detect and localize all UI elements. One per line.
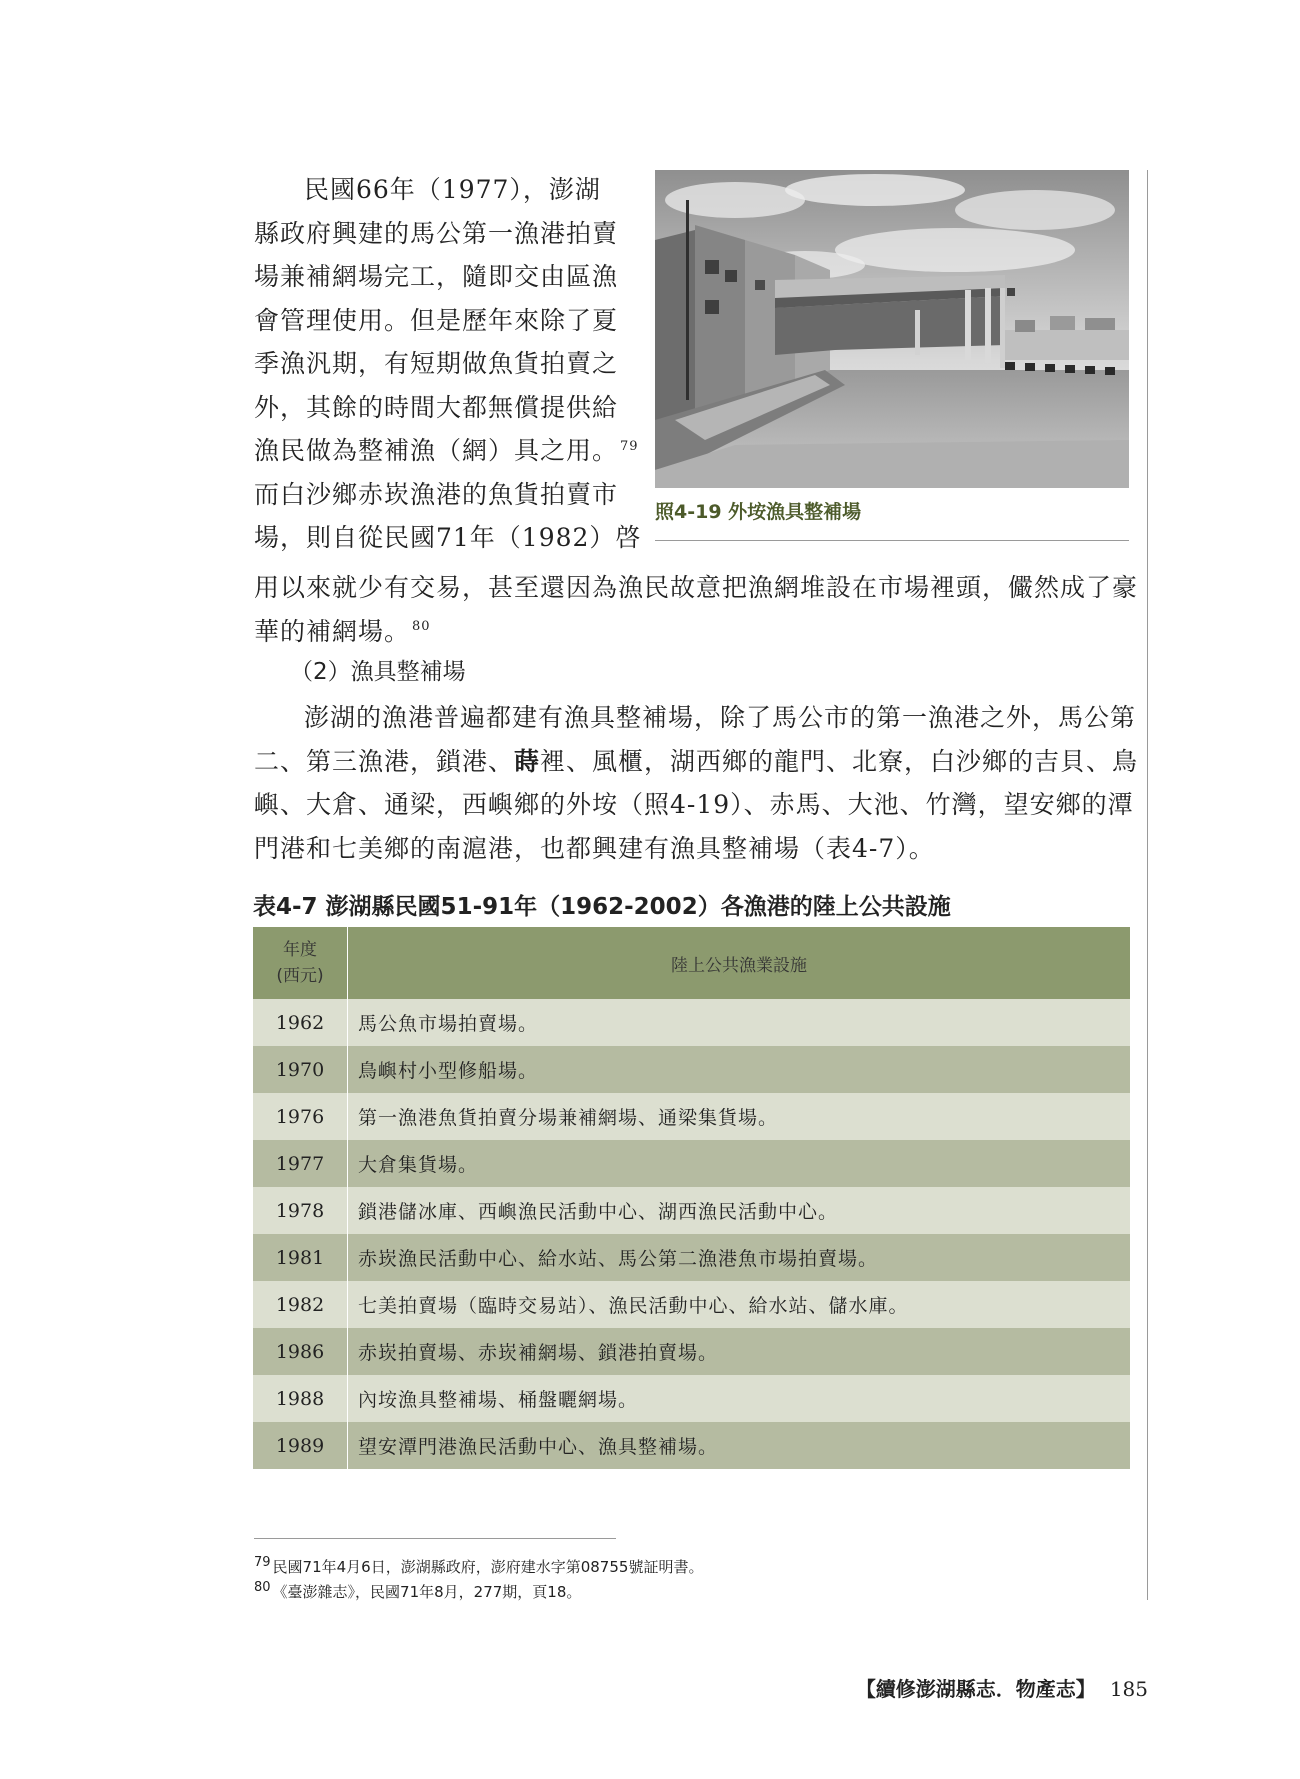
section-paragraph (254, 696, 1139, 870)
row-year: 1989 (253, 1422, 348, 1469)
row-desc: 赤崁漁民活動中心、給水站、馬公第二漁港魚市場拍賣場。 (358, 1248, 879, 1270)
footnote-text: 民國71年4月6日，澎湖縣政府，澎府建水字第08755號証明書。 (272, 1558, 704, 1576)
table-title: 表4-7 澎湖縣民國51-91年（1962-2002）各漁港的陸上公共設施 (253, 894, 951, 920)
footnote-number: 79 (254, 1555, 271, 1570)
footnote-number: 80 (254, 1580, 271, 1595)
table-row (253, 1422, 1130, 1469)
header-year (253, 927, 348, 999)
row-year: 1978 (253, 1187, 348, 1234)
column-rule (1147, 170, 1148, 1600)
row-desc: 馬公魚市場拍賣場。 (358, 1013, 539, 1035)
row-year: 1988 (253, 1375, 348, 1422)
table-row (253, 999, 1130, 1046)
header-year-line1: 年度 (282, 940, 317, 960)
text-line: 季漁汎期，有短期做魚貨拍賣之 (254, 349, 619, 378)
page-number: 185 (1109, 1677, 1148, 1701)
footnote-rule (254, 1538, 616, 1539)
facilities-table (253, 927, 1130, 1469)
paragraph-continuation (254, 566, 1139, 653)
table-row (253, 1281, 1130, 1328)
header-facilities: 陸上公共漁業設施 (671, 955, 807, 976)
text-fragment: 華的補網場。 (254, 616, 411, 646)
table-header (253, 927, 1130, 999)
text-line: 場，則自從民國71年（1982）啓 (254, 523, 642, 552)
text-line: 縣政府興建的馬公第一漁港拍賣 (254, 218, 619, 248)
harbor-photo (655, 170, 1129, 488)
row-desc: 第一漁港魚貨拍賣分場兼補網場、通梁集貨場。 (358, 1107, 779, 1129)
row-year: 1962 (253, 999, 348, 1046)
row-desc: 大倉集貨場。 (358, 1154, 479, 1176)
table-row (253, 1046, 1130, 1093)
row-desc: 內垵漁具整補場、桶盤曬網場。 (358, 1389, 639, 1411)
text-line: 民國66年（1977），澎湖 (304, 175, 601, 204)
row-desc: 望安潭門港漁民活動中心、漁具整補場。 (358, 1436, 719, 1458)
text-line: 用以來就少有交易，甚至還因為漁民故意把漁網堆設在市場裡頭，儼然成了豪 (254, 573, 1139, 602)
table-row (253, 1375, 1130, 1422)
text-line: 會管理使用。但是歷年來除了夏 (254, 305, 619, 335)
running-footer (856, 1673, 1148, 1702)
harbor-photo-illustration (655, 170, 1129, 488)
table-row (253, 1234, 1130, 1281)
table-row (253, 1140, 1130, 1187)
book-title: 【續修澎湖縣志．物產志】 (855, 1677, 1096, 1701)
footnote-80 (254, 1580, 581, 1602)
row-year: 1970 (253, 1046, 348, 1093)
footnote-ref-80[interactable]: 80 (412, 619, 431, 635)
text-line: 而白沙鄉赤崁漁港的魚貨拍賣市 (254, 479, 619, 509)
text-line: 外，其餘的時間大都無償提供給 (254, 392, 619, 422)
footnote-79 (254, 1555, 703, 1577)
footnote-text: 《臺澎雜志》，民國71年8月，277期，頁18。 (272, 1583, 582, 1601)
section-heading: （2）漁具整補場 (290, 659, 466, 685)
row-year: 1977 (253, 1140, 348, 1187)
header-year-line2: (西元) (276, 966, 324, 986)
row-desc: 鳥嶼村小型修船場。 (358, 1060, 539, 1082)
text-fragment: 二、第三漁港，鎖港、 (254, 746, 515, 776)
table-row (253, 1093, 1130, 1140)
text-line-with-ref (254, 429, 639, 473)
table-row (253, 1187, 1130, 1234)
row-year: 1986 (253, 1328, 348, 1375)
bold-character: 蒔 (514, 746, 541, 776)
table-row (253, 1328, 1130, 1375)
footnote-ref-79[interactable]: 79 (620, 438, 639, 454)
text-line: 場兼補網場完工，隨即交由區漁 (254, 262, 619, 291)
row-desc: 赤崁拍賣場、赤崁補網場、鎖港拍賣場。 (358, 1342, 719, 1364)
text-line: 澎湖的漁港普遍都建有漁具整補場，除了馬公市的第一漁港之外，馬公第 (304, 703, 1137, 732)
text-line (254, 740, 1139, 784)
row-desc: 鎖港儲冰庫、西嶼漁民活動中心、湖西漁民活動中心。 (358, 1201, 839, 1223)
row-year: 1981 (253, 1234, 348, 1281)
caption-rule (655, 540, 1129, 541)
text-fragment: 漁民做為整補漁（網）具之用。 (254, 436, 619, 465)
text-line: 嶼、大倉、通梁，西嶼鄉的外垵（照4-19）、赤馬、大池、竹灣，望安鄉的潭 (254, 790, 1134, 819)
paragraph-wrapped (254, 168, 642, 560)
row-year: 1976 (253, 1093, 348, 1140)
photo-caption: 照4-19 外垵漁具整補場 (655, 501, 862, 523)
row-desc: 七美拍賣場（臨時交易站）、漁民活動中心、給水站、儲水庫。 (358, 1295, 909, 1317)
text-line: 門港和七美鄉的南滬港，也都興建有漁具整補場（表4-7）。 (254, 833, 935, 863)
text-line-with-ref (254, 610, 1134, 654)
text-fragment: 裡、風櫃，湖西鄉的龍門、北寮，白沙鄉的吉貝、鳥 (540, 746, 1139, 776)
row-year: 1982 (253, 1281, 348, 1328)
